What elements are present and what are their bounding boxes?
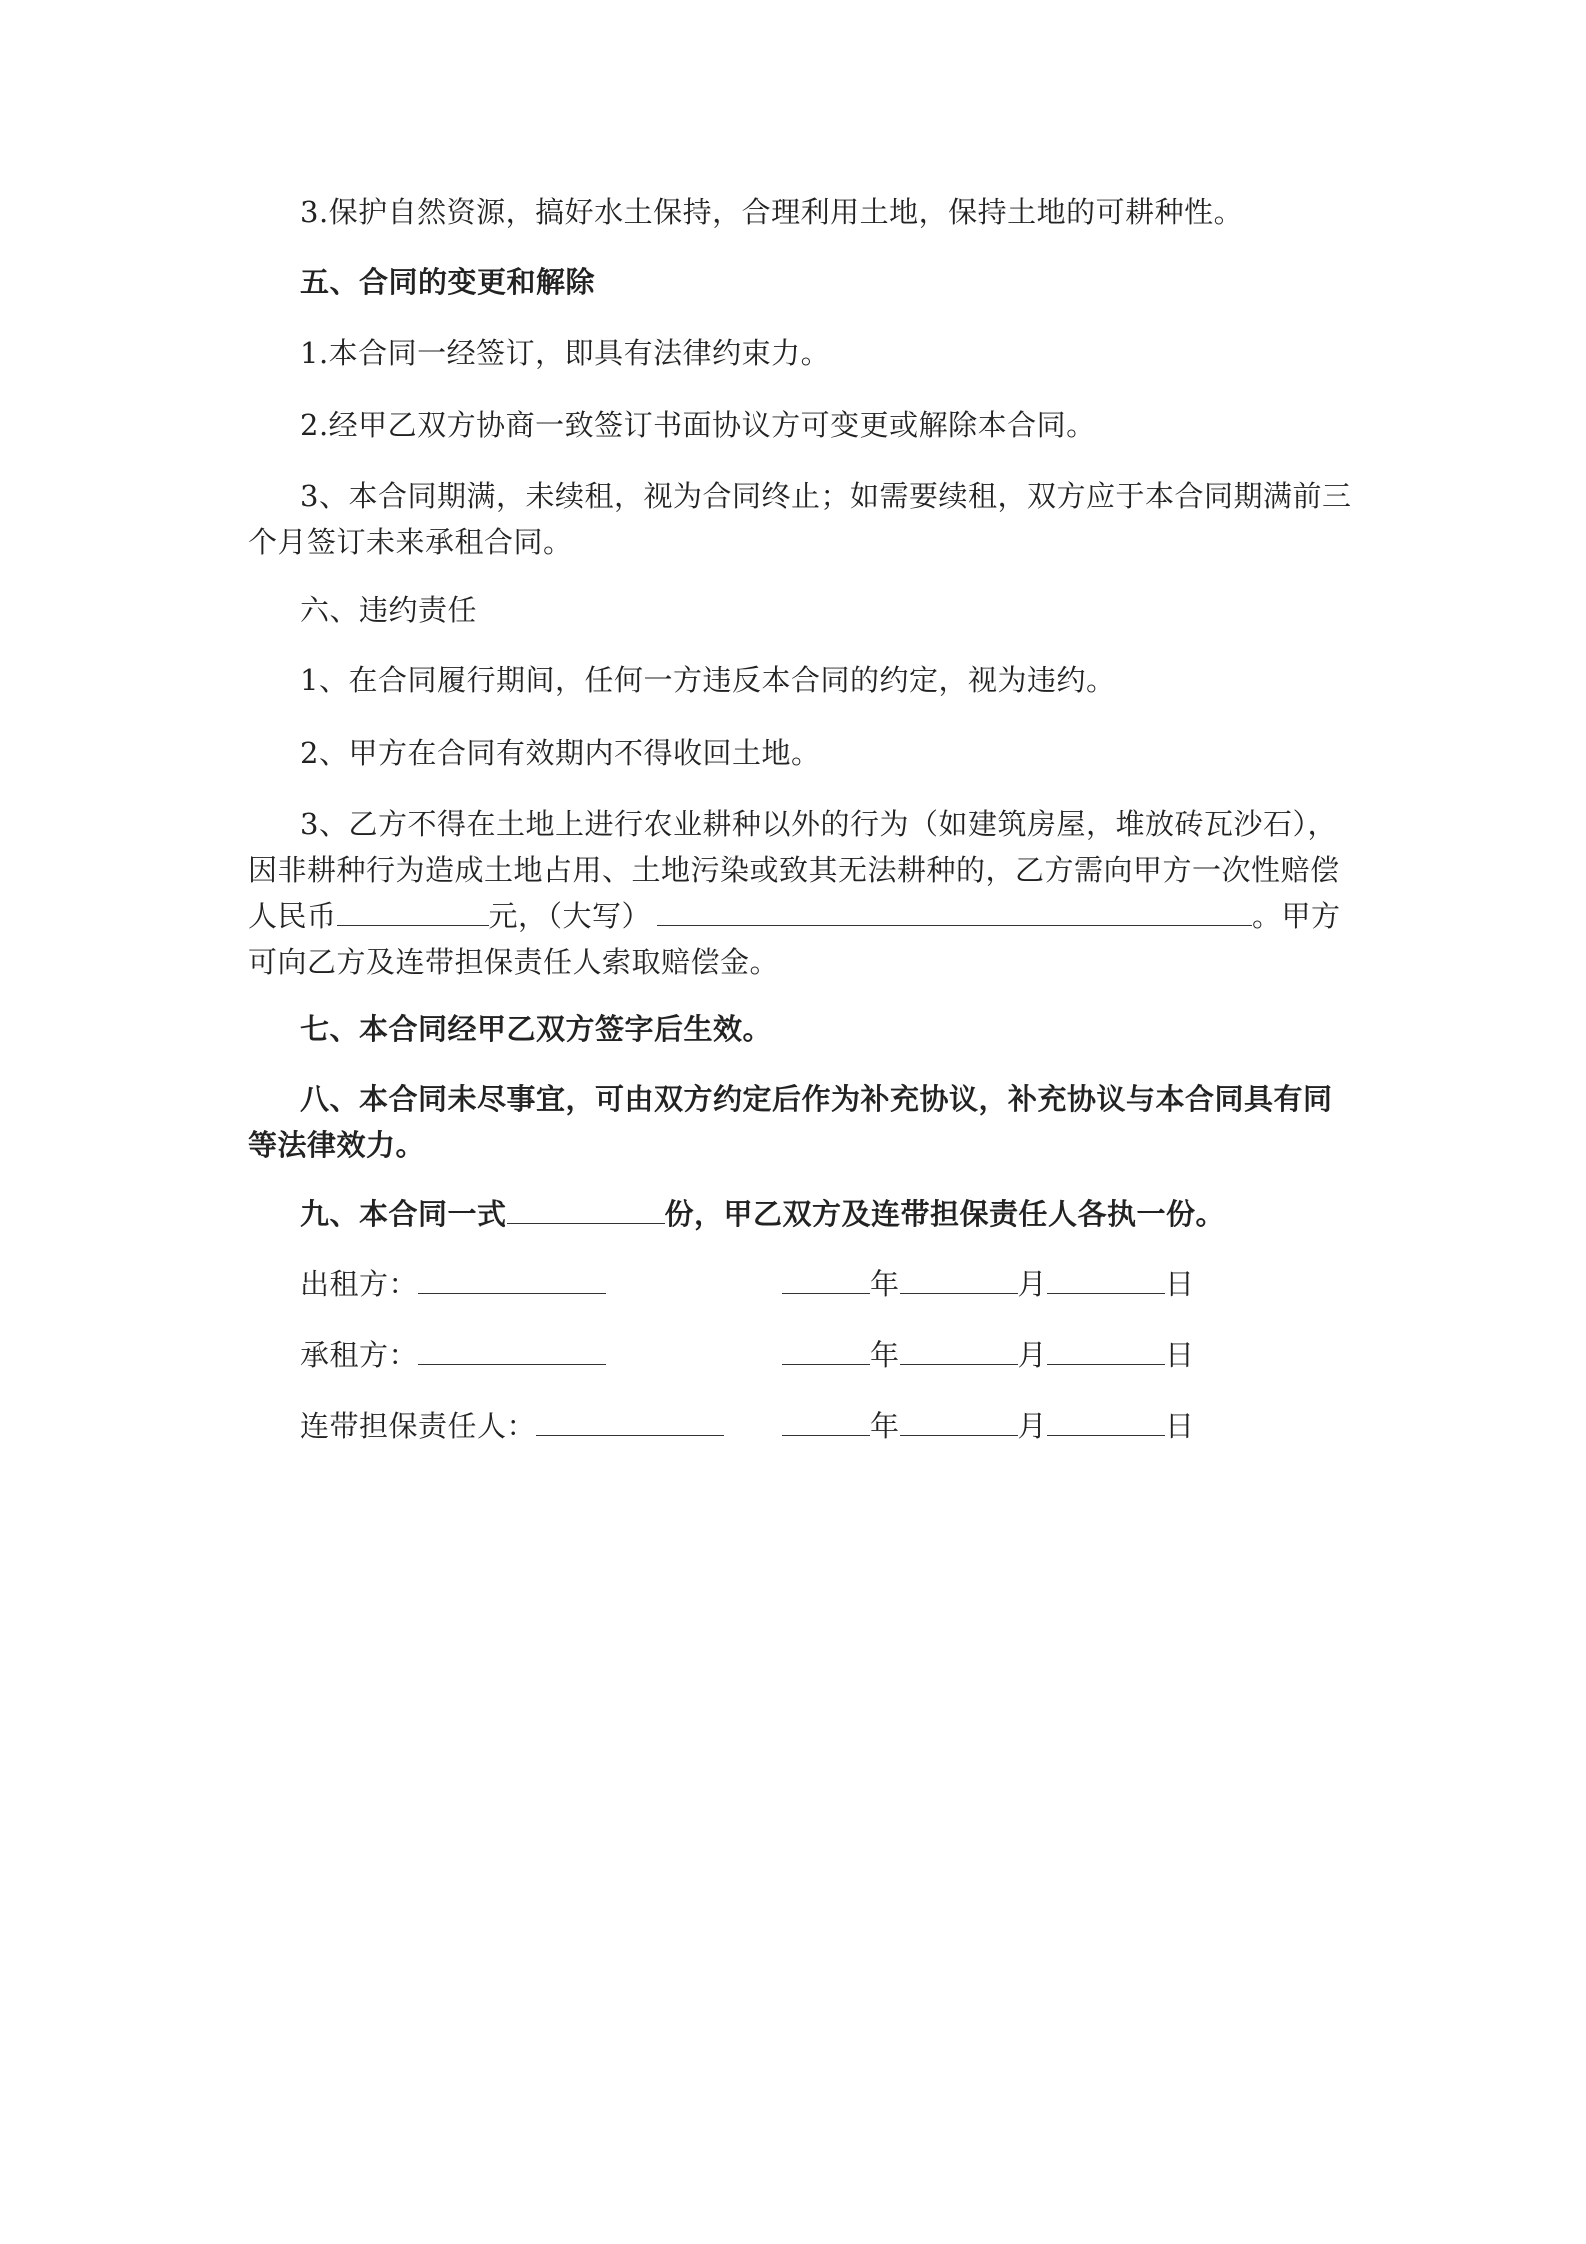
- party-a-label: 。甲方: [1252, 899, 1341, 933]
- clause-6-item-3-line-1: 3、乙方不得在土地上进行农业耕种以外的行为（如建筑房屋，堆放砖瓦沙石），: [300, 807, 1337, 841]
- section-8-line-2: 等法律效力。: [248, 1128, 426, 1162]
- day-label: 日: [1165, 1267, 1195, 1301]
- day-blank[interactable]: [1047, 1265, 1165, 1294]
- month-label: 月: [1017, 1338, 1048, 1372]
- year-label: 年: [870, 1409, 900, 1443]
- lessee-signature-row: [300, 1335, 606, 1375]
- rmb-label: 人民币: [248, 899, 337, 933]
- guarantor-signature-row: [300, 1406, 724, 1446]
- copies-suffix: 份，甲乙双方及连带担保责任人各执一份。: [664, 1197, 1226, 1231]
- section-8-line-1: 八、本合同未尽事宜，可由双方约定后作为补充协议，补充协议与本合同具有同: [300, 1082, 1333, 1116]
- lessee-signature-blank[interactable]: [418, 1336, 606, 1365]
- year-label: 年: [870, 1267, 900, 1301]
- guarantor-date: [782, 1406, 1195, 1446]
- year-label: 年: [870, 1338, 900, 1372]
- month-blank[interactable]: [900, 1265, 1018, 1294]
- clause-6-item-3-line-2: 因非耕种行为造成土地占用、土地污染或致其无法耕种的，乙方需向甲方一次性赔偿: [248, 853, 1340, 887]
- copies-label: 九、本合同一式: [300, 1197, 507, 1231]
- section-7: 七、本合同经甲乙双方签字后生效。: [300, 1012, 773, 1046]
- section-9: [300, 1194, 1225, 1234]
- day-label: 日: [1165, 1338, 1195, 1372]
- month-blank[interactable]: [900, 1336, 1018, 1365]
- clause-5-item-3-line-1: 3、本合同期满，未续租，视为合同终止；如需要续租，双方应于本合同期满前三: [300, 479, 1352, 513]
- clause-6-item-2: 2、甲方在合同有效期内不得收回土地。: [300, 736, 821, 770]
- lessee-date: [782, 1335, 1195, 1375]
- year-blank[interactable]: [782, 1336, 870, 1365]
- clause-5-item-1: 1.本合同一经签订，即具有法律约束力。: [300, 336, 831, 370]
- day-blank[interactable]: [1047, 1407, 1165, 1436]
- lessor-date: [782, 1264, 1195, 1304]
- amount-uppercase-blank[interactable]: [657, 897, 1252, 926]
- section-6-heading: 六、违约责任: [300, 593, 478, 627]
- day-blank[interactable]: [1047, 1336, 1165, 1365]
- guarantor-signature-blank[interactable]: [536, 1407, 724, 1436]
- clause-4-item-3: 3.保护自然资源，搞好水土保持，合理利用土地，保持土地的可耕种性。: [300, 195, 1244, 229]
- month-label: 月: [1017, 1409, 1048, 1443]
- lessor-signature-row: [300, 1264, 606, 1304]
- section-5-heading: 五、合同的变更和解除: [300, 265, 596, 299]
- clause-6-item-1: 1、在合同履行期间，任何一方违反本合同的约定，视为违约。: [300, 663, 1116, 697]
- amount-uppercase-label: 元，（大写）: [488, 899, 652, 933]
- month-label: 月: [1017, 1267, 1048, 1301]
- guarantor-label: 连带担保责任人：: [300, 1409, 537, 1443]
- amount-blank[interactable]: [337, 897, 489, 926]
- copies-blank[interactable]: [507, 1195, 665, 1224]
- clause-6-item-3-line-3: [248, 896, 1341, 936]
- lessor-signature-blank[interactable]: [418, 1265, 606, 1294]
- year-blank[interactable]: [782, 1265, 870, 1294]
- day-label: 日: [1165, 1409, 1195, 1443]
- month-blank[interactable]: [900, 1407, 1018, 1436]
- clause-5-item-2: 2.经甲乙双方协商一致签订书面协议方可变更或解除本合同。: [300, 408, 1096, 442]
- lessor-label: 出租方：: [300, 1267, 419, 1301]
- clause-6-item-3-line-4: 可向乙方及连带担保责任人索取赔偿金。: [248, 945, 780, 979]
- year-blank[interactable]: [782, 1407, 870, 1436]
- clause-5-item-3-line-2: 个月签订未来承租合同。: [248, 525, 573, 559]
- lessee-label: 承租方：: [300, 1338, 419, 1372]
